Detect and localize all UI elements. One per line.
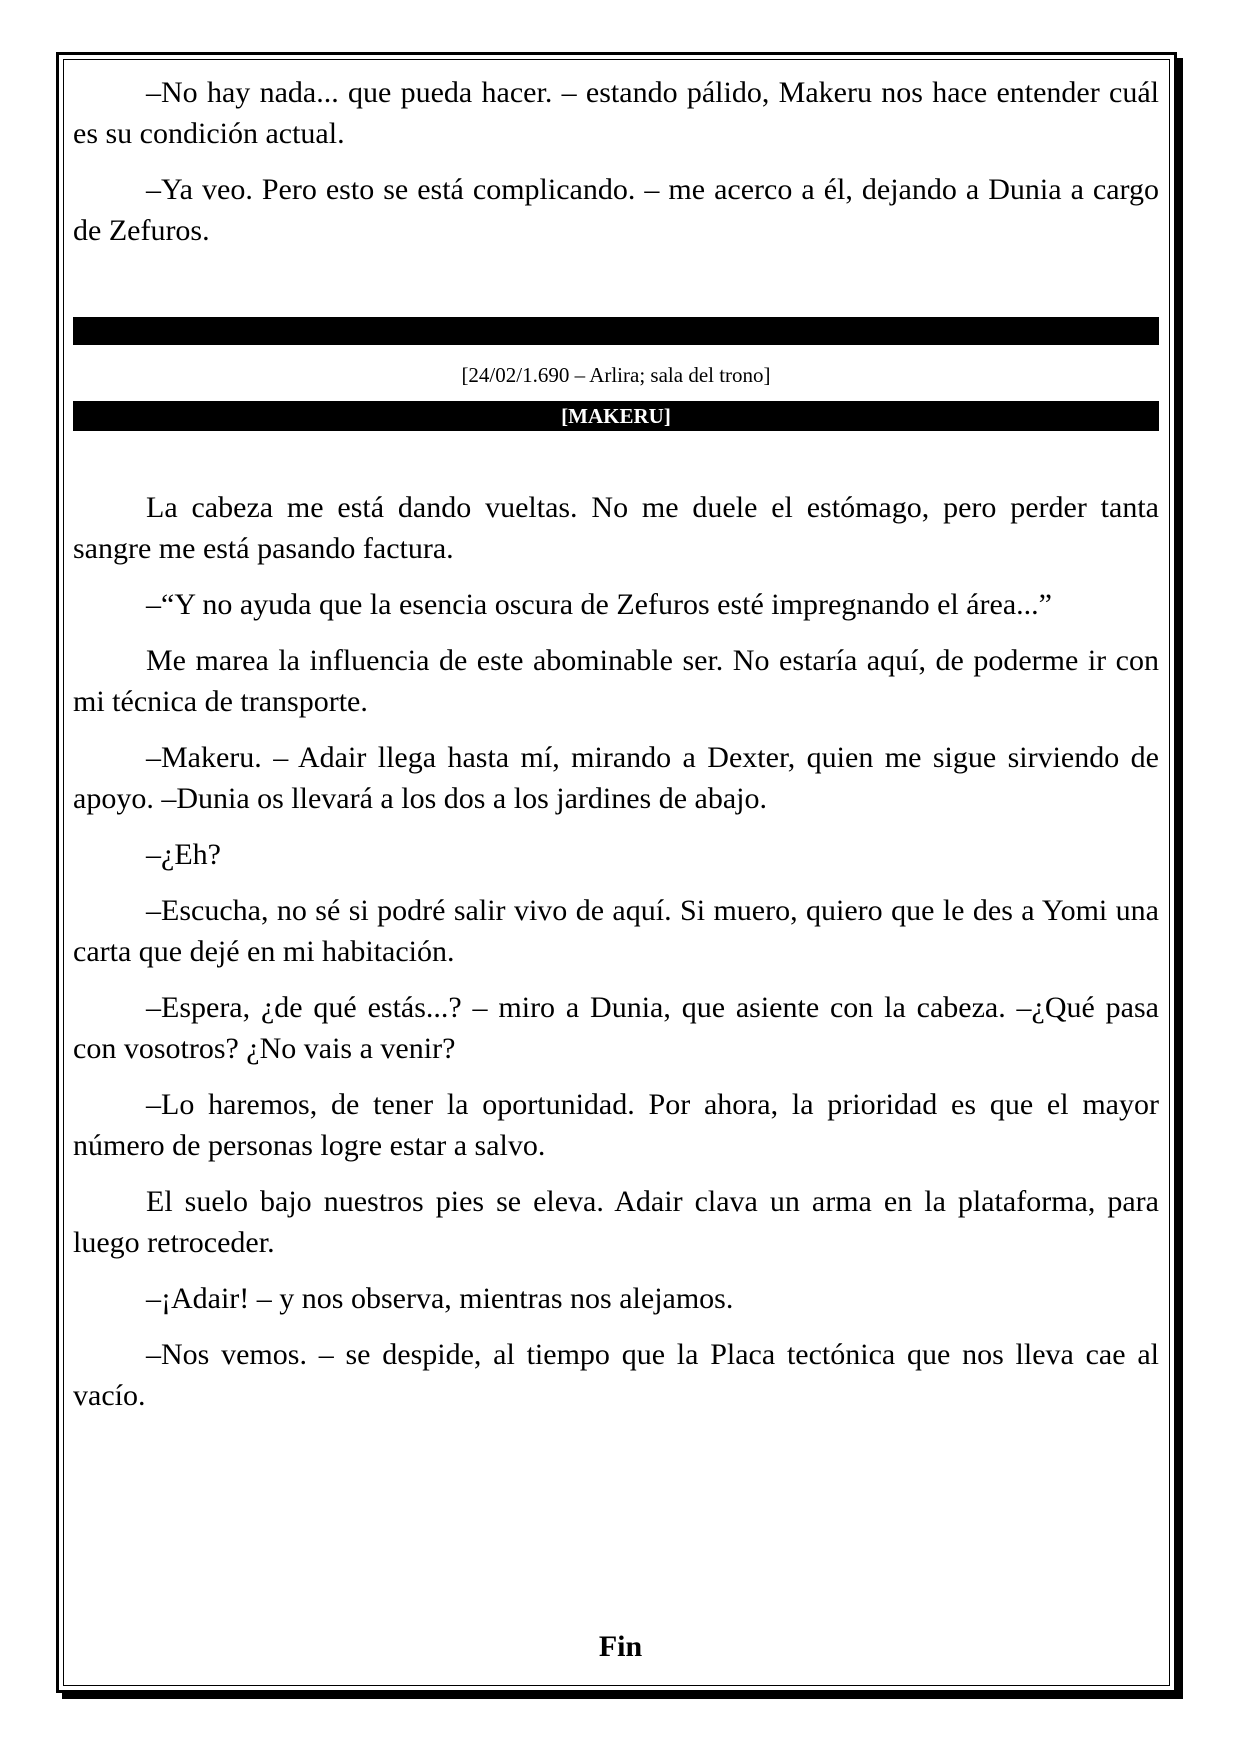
paragraph: La cabeza me está dando vueltas. No me duele el estómago, pero perder tanta sangre me está pasando factura. <box>73 491 1159 565</box>
paragraph: –¡Adair! – y nos observa, mientras nos alejamos. <box>146 1282 734 1315</box>
paragraph: –Ya veo. Pero esto se está complicando. – me acerco a él, dejando a Dunia a cargo de Zefuros. <box>73 173 1159 247</box>
paragraph: –Lo haremos, de tener la oportunidad. Por ahora, la prioridad es que el mayor número de personas logre estar a salvo. <box>73 1088 1159 1162</box>
paragraph: –¿Eh? <box>146 838 221 871</box>
paragraph: –Espera, ¿de qué estás...? – miro a Dunia, que asiente con la cabeza. –¿Qué pasa con vosotros? ¿No vais a venir? <box>73 991 1159 1065</box>
paragraph: –“Y no ayuda que la esencia oscura de Zefuros esté impregnando el área...” <box>146 588 1052 621</box>
end-marker: Fin <box>598 1630 643 1663</box>
pov-banner: [MAKERU] <box>73 401 1159 431</box>
paragraph: –Nos vemos. – se despide, al tiempo que la Placa tectónica que nos lleva cae al vacío. <box>73 1338 1159 1412</box>
paragraph: El suelo bajo nuestros pies se eleva. Adair clava un arma en la plataforma, para luego retroceder. <box>73 1185 1159 1259</box>
scene-heading: [24/02/1.690 – Arlira; sala del trono] <box>461 363 771 387</box>
paragraph: Me marea la influencia de este abominable ser. No estaría aquí, de poderme ir con mi técnica de transporte. <box>73 644 1159 718</box>
paragraph: –Makeru. – Adair llega hasta mí, mirando a Dexter, quien me sigue sirviendo de apoyo. –Dunia os llevará a los dos a los jardines de abajo. <box>73 741 1159 815</box>
spacer <box>73 431 1159 487</box>
paragraph: –Escucha, no sé si podré salir vivo de aquí. Si muero, quiero que le des a Yomi una carta que dejé en mi habitación. <box>73 894 1159 968</box>
section-divider <box>73 317 1159 345</box>
paragraph: –No hay nada... que pueda hacer. – estando pálido, Makeru nos hace entender cuál es su condición actual. <box>73 76 1159 150</box>
document-body <box>73 72 1159 1431</box>
